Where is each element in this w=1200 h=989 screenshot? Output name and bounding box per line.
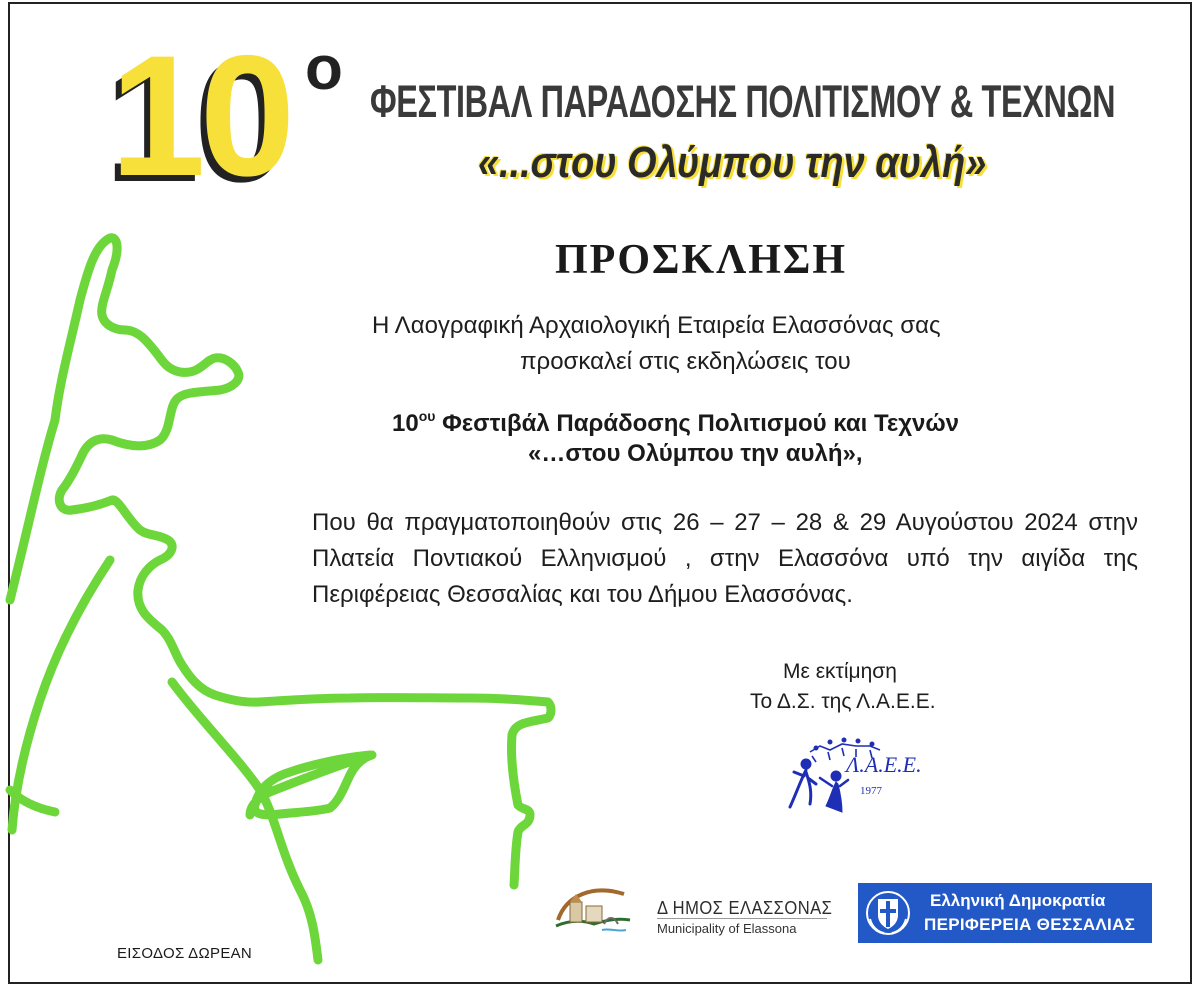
invitation-heading: ΠΡΟΣΚΛΗΣΗ [555, 237, 848, 283]
festival-title: ΦΕΣΤΙΒΑΛ ΠΑΡΑΔΟΣΗΣ ΠΟΛΙΤΙΣΜΟΥ & ΤΕΧΝΩΝ [370, 76, 1116, 127]
signoff-board: Το Δ.Σ. της Λ.Α.Ε.Ε. [750, 690, 936, 713]
municipality-name-en: Municipality of Elassona [657, 921, 797, 936]
region-country: Ελληνική Δημοκρατία [930, 891, 1106, 910]
greek-emblem-icon [864, 889, 912, 937]
festival-subtitle: «...στου Ολύμπου την αυλή» [478, 138, 987, 187]
edition-degree-sign: ο [305, 34, 343, 103]
municipality-logo-icon [552, 880, 632, 938]
municipality-name: Δ ΗΜΟΣ ΕΛΑΣΣΟΝΑΣ [657, 898, 833, 918]
event-name [392, 410, 959, 438]
invitation-line-2: προσκαλεί στις εκδηλώσεις του [520, 348, 851, 375]
event-number: 10 [392, 410, 419, 437]
region-name: ΠΕΡΙΦΕΡΕΙΑ ΘΕΣΣΑΛΙΑΣ [924, 915, 1136, 934]
laee-logo-text: Λ.Α.Ε.Ε. [846, 752, 922, 777]
free-entry-note: ΕΙΣΟΔΟΣ ΔΩΡΕΑΝ [117, 945, 253, 962]
event-title: Φεστιβάλ Παράδοσης Πολιτισμού και Τεχνών [435, 410, 960, 437]
laee-logo-year: 1977 [860, 785, 882, 797]
dancers-logo-icon [786, 732, 926, 822]
edition-number: 10 [110, 20, 290, 212]
event-details-paragraph: Που θα πραγματοποιηθούν στις 26 – 27 – 28 & 29 Αυγούστου 2024 στην Πλατεία Ποντιακού Ελληνισμού , στην Ελασσόνα υπό την αιγίδα της Περιφέρειας Θεσσαλίας και του Δήμου Ελασσόνας. [312, 509, 1138, 608]
invitation-line-1: Η Λαογραφική Αρχαιολογική Εταιρεία Ελασσόνας σας [372, 312, 941, 339]
municipality-divider [657, 918, 827, 919]
event-ordinal-suffix: ου [418, 408, 436, 424]
event-quote: «…στου Ολύμπου την αυλή», [528, 440, 863, 467]
region-logo-box [858, 883, 1152, 943]
signoff-greeting: Με εκτίμηση [783, 660, 897, 683]
